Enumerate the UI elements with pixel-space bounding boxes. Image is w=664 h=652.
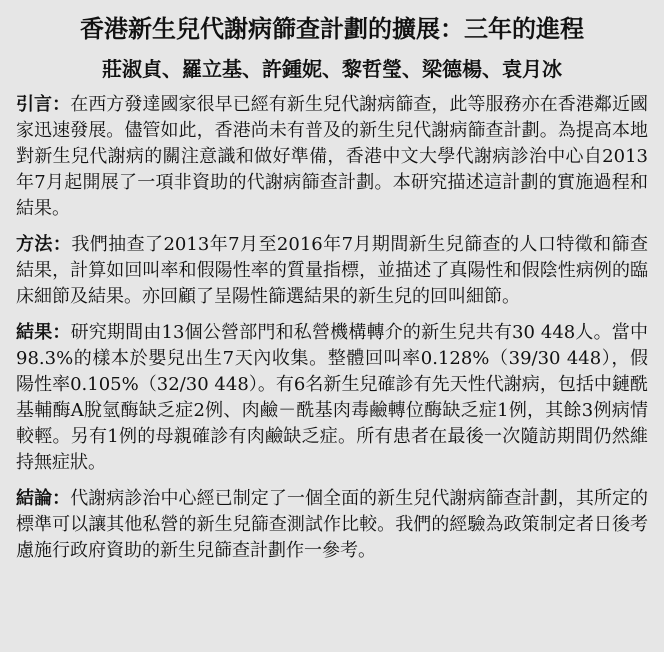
section-label-conclusion: 結論： (16, 488, 71, 509)
section-label-results: 結果： (16, 322, 71, 343)
section-conclusion (16, 486, 648, 564)
section-introduction (16, 92, 648, 222)
section-methods (16, 232, 648, 310)
section-label-methods: 方法： (16, 234, 72, 255)
section-text-methods: 我們抽查了2013年7月至2016年7月期間新生兒篩查的人口特徵和篩查結果，計算如回叫率和假陽性率的質量指標，並描述了真陽性和假陰性病例的臨床細節及結果。亦回顧了呈陽性篩選結果的新生兒的回叫細節。 (16, 234, 648, 307)
author-list: 莊淑貞、羅立基、許鍾妮、黎哲瑩、梁德楊、袁月冰 (102, 57, 562, 81)
section-text-introduction: 在西方發達國家很早已經有新生兒代謝病篩查，此等服務亦在香港鄰近國家迅速發展。儘管如此，香港尚未有普及的新生兒代謝病篩查計劃。為提高本地對新生兒代謝病的關注意識和做好準備，香港中文大學代謝病診治中心自2013年7月起開展了一項非資助的代謝病篩查計劃。本研究描述這計劃的實施過程和結果。 (16, 94, 649, 219)
section-label-introduction: 引言： (16, 94, 71, 115)
section-results (16, 320, 648, 476)
paper-title: 香港新生兒代謝病篩查計劃的擴展：三年的進程 (80, 15, 584, 43)
section-text-results: 研究期間由13個公營部門和私營機構轉介的新生兒共有30 448人。當中98.3%的樣本於嬰兒出生7天內收集。整體回叫率0.128%（39/30 448），假陽性率0.105%（32/30 448）。有6名新生兒確診有先天性代謝病，包括中鏈酰基輔酶A脫氫酶缺乏症2例、肉鹼－酰基肉毒鹼轉位酶缺乏症1例，其餘3例病情較輕。另有1例的母親確診有肉鹼缺乏症。所有患者在最後一次隨訪期間仍然維持無症狀。 (16, 322, 648, 473)
section-text-conclusion: 代謝病診治中心經已制定了一個全面的新生兒代謝病篩查計劃，其所定的標準可以讓其他私營的新生兒篩查測試作比較。我們的經驗為政策制定者日後考慮施行政府資助的新生兒篩查計劃作一參考。 (16, 488, 649, 561)
